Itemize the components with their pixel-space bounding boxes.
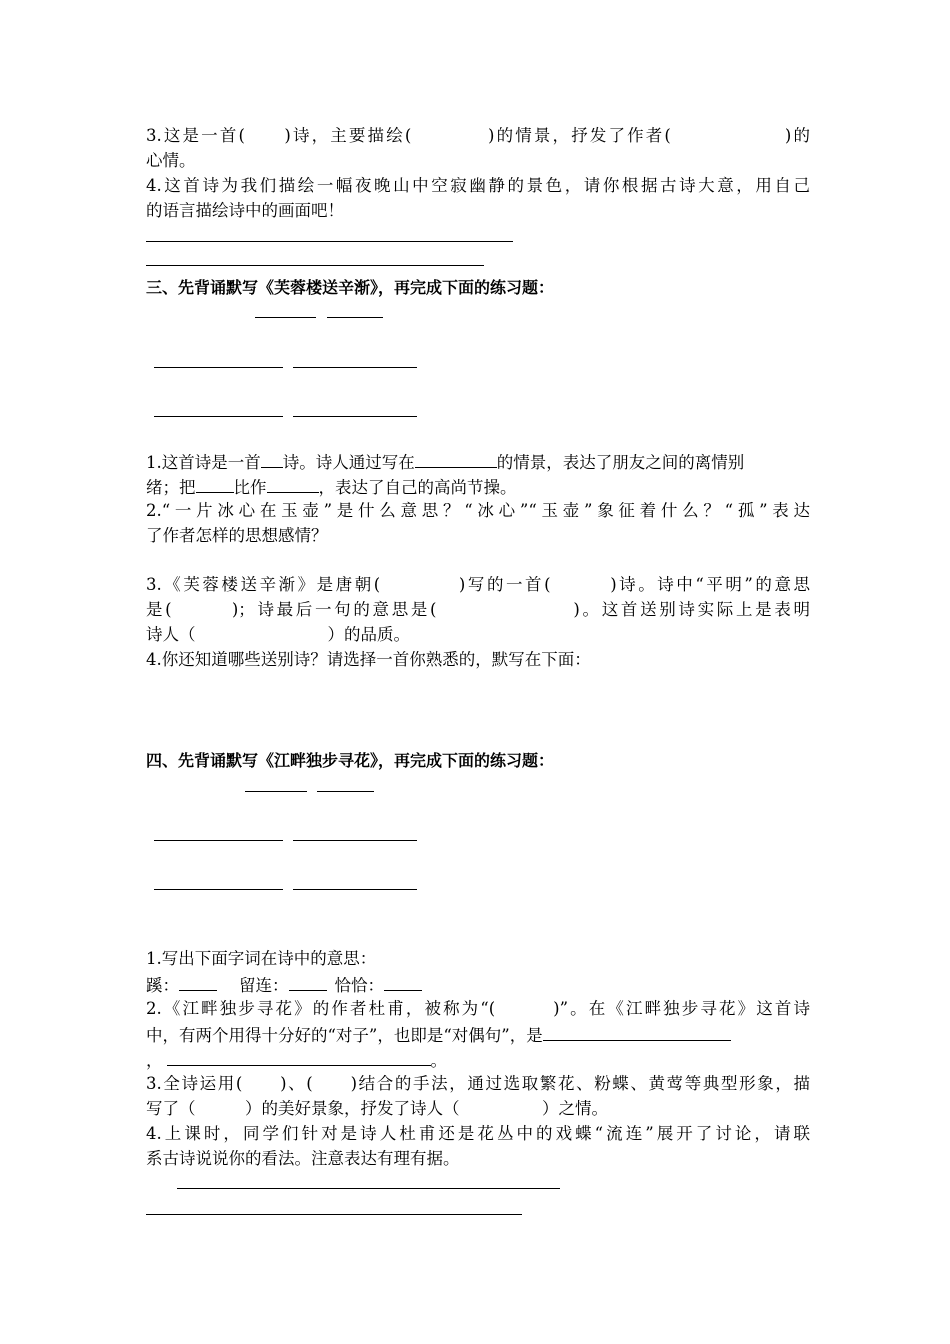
sec3-q2-line1: 2.“一片冰心在玉壶”是什么意思？“冰心”“玉壶”象征着什么？“孤”表达 [146, 501, 810, 520]
sec4-q2-line1: 2.《江畔独步寻花》的作者杜甫，被称为“( )”。在《江畔独步寻花》这首诗 [146, 999, 810, 1018]
text: ， [146, 1051, 163, 1070]
answer-line[interactable] [146, 265, 484, 266]
poem-line[interactable] [154, 840, 283, 841]
poem-line[interactable] [293, 840, 417, 841]
text: 留连： [239, 976, 289, 995]
blank-field[interactable] [384, 972, 422, 991]
blank-field[interactable] [179, 972, 217, 991]
sec3-q3-line3: 诗人（ ）的品质。 [146, 625, 410, 644]
text: 的情景，表达了朋友之间的离情别 [496, 453, 745, 472]
sec2-q4-line1: 4.这首诗为我们描绘一幅夜晚山中空寂幽静的景色，请你根据古诗大意，用自己 [146, 176, 810, 195]
blank-field[interactable] [289, 972, 327, 991]
sec4-q1-line2 [146, 972, 810, 998]
blank-field[interactable] [261, 449, 283, 468]
sec2-q4-line2: 的语言描绘诗中的画面吧！ [146, 201, 344, 220]
sec4-q4-line1: 4.上课时，同学们针对是诗人杜甫还是花丛中的戏蝶“流连”展开了讨论，请联 [146, 1124, 810, 1143]
text: 中，有两个用得十分好的“对子”，也即是“对偶句”，是 [146, 1026, 543, 1045]
text: 1.这首诗是一首 [146, 453, 261, 472]
sec3-q3-line1: 3.《芙蓉楼送辛渐》是唐朝( )写的一首( )诗。诗中“平明”的意思 [146, 575, 810, 594]
text: ，表达了自己的高尚节操。 [318, 478, 517, 497]
text: 。 [430, 1051, 447, 1070]
poem-author-line[interactable] [327, 317, 383, 318]
poem-author-line[interactable] [317, 791, 374, 792]
poem-line[interactable] [154, 367, 283, 368]
text: 蹊： [146, 976, 179, 995]
poem-title-line[interactable] [245, 791, 307, 792]
sec4-q2-line3 [146, 1047, 810, 1073]
answer-line[interactable] [177, 1188, 560, 1189]
text: 比作 [233, 478, 267, 497]
answer-line[interactable] [146, 1214, 522, 1215]
poem-line[interactable] [293, 367, 417, 368]
sec3-q2-line2: 了作者怎样的思想感情？ [146, 526, 328, 545]
sec2-q3-line2: 心情。 [146, 151, 196, 170]
text: 绪；把 [146, 478, 196, 497]
poem-line[interactable] [154, 416, 283, 417]
poem-line[interactable] [154, 889, 283, 890]
poem-title-line[interactable] [255, 317, 316, 318]
sec3-q3-line2: 是( )；诗最后一句的意思是( )。这首送别诗实际上是表明 [146, 600, 810, 619]
sec4-q1-line1: 1.写出下面字词在诗中的意思： [146, 949, 377, 968]
sec4-q3-line1: 3.全诗运用( )、( )结合的手法，通过选取繁花、粉蝶、黄莺等典型形象，描 [146, 1074, 810, 1093]
section-3-heading: 三、先背诵默写《芙蓉楼送辛渐》，再完成下面的练习题： [146, 278, 555, 297]
sec3-q1-line1 [146, 449, 810, 475]
poem-line[interactable] [293, 889, 417, 890]
blank-field[interactable] [415, 449, 497, 468]
sec3-q1-line2 [146, 474, 810, 500]
sec3-q4: 4.你还知道哪些送别诗？请选择一首你熟悉的，默写在下面： [146, 650, 591, 669]
answer-line[interactable] [146, 241, 513, 242]
blank-field[interactable] [167, 1047, 431, 1066]
section-4-heading: 四、先背诵默写《江畔独步寻花》，再完成下面的练习题： [146, 751, 555, 770]
poem-line[interactable] [293, 416, 417, 417]
blank-field[interactable] [543, 1022, 731, 1041]
text: 恰恰： [334, 976, 384, 995]
sec4-q2-line2 [146, 1022, 810, 1048]
blank-field[interactable] [196, 474, 234, 493]
blank-field[interactable] [267, 474, 319, 493]
sec4-q3-line2: 写了（ ）的美好景象，抒发了诗人（ ）之情。 [146, 1099, 608, 1118]
sec2-q3-line1: 3.这是一首( )诗，主要描绘( )的情景，抒发了作者( )的 [146, 126, 810, 145]
text: 诗。诗人通过写在 [282, 453, 415, 472]
sec4-q4-line2: 系古诗说说你的看法。注意表达有理有据。 [146, 1149, 460, 1168]
